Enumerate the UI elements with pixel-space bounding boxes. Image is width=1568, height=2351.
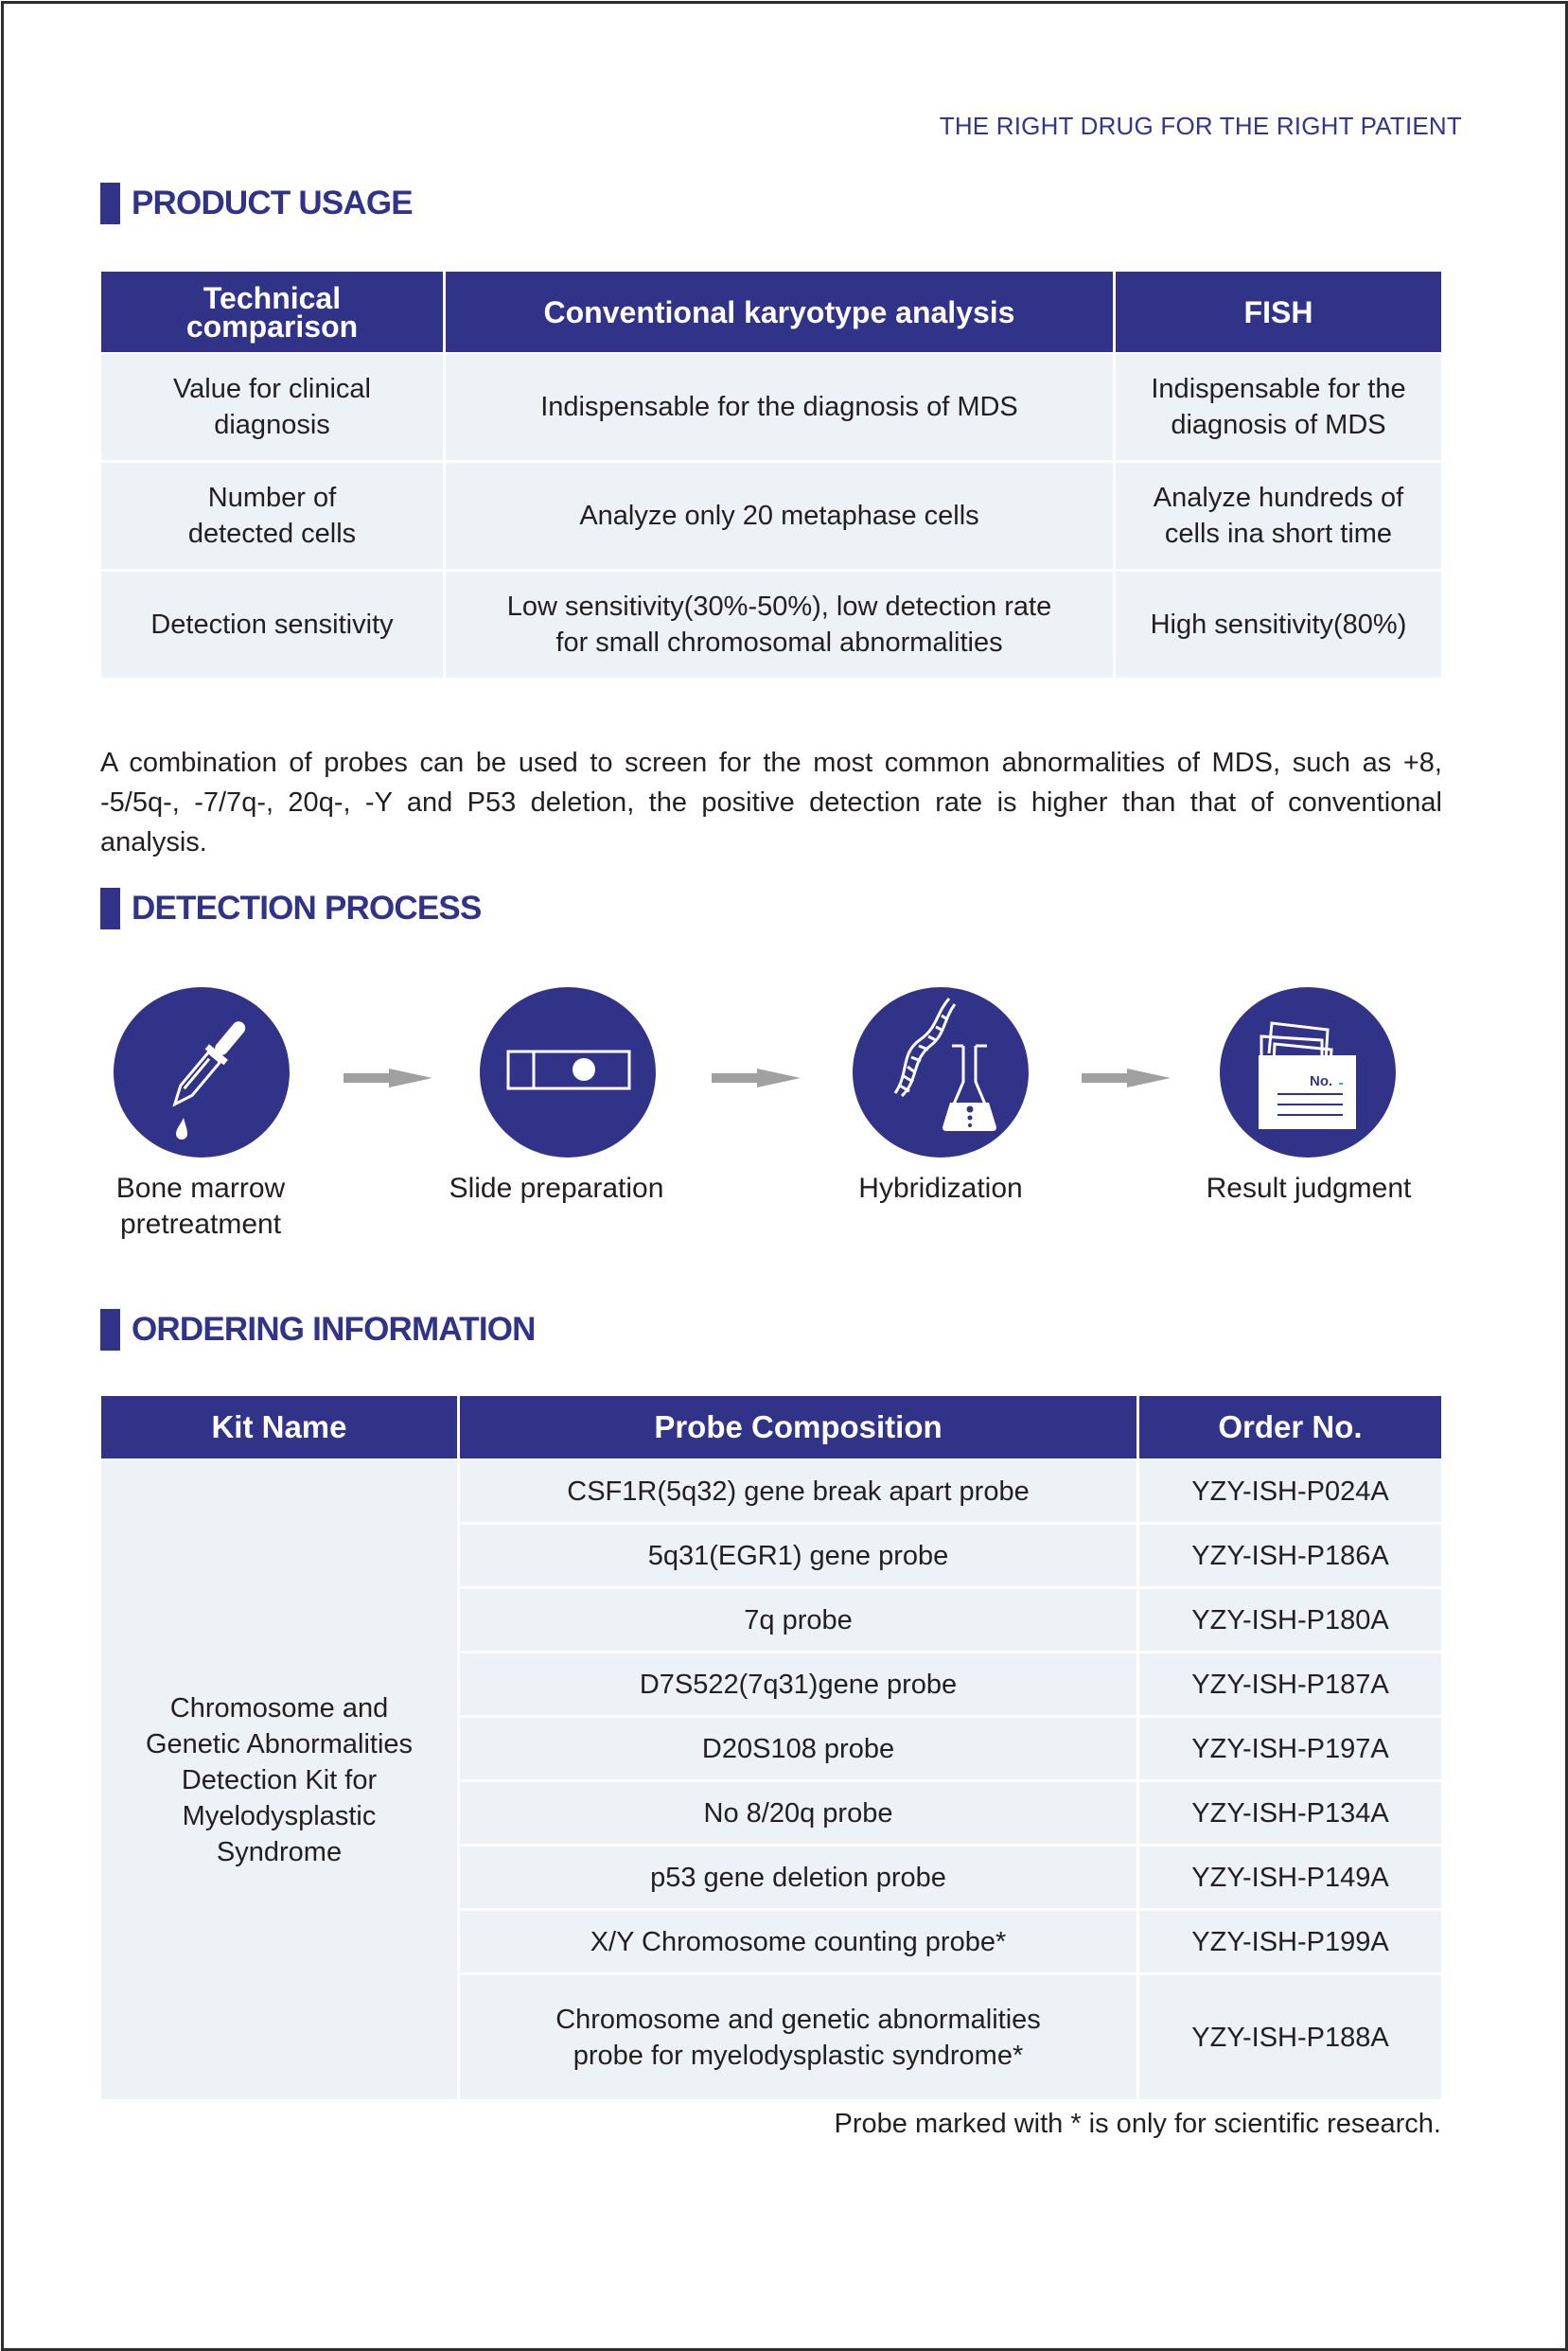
step-circle-hybridization <box>853 987 1029 1158</box>
criterion-cell: Value for clinical diagnosis <box>101 354 443 463</box>
order-no-cell: YZY-ISH-P186A <box>1139 1525 1441 1589</box>
section-heading-product-usage <box>100 183 413 224</box>
conventional-cell: Analyze only 20 metaphase cells <box>446 463 1113 572</box>
arrow-right-icon <box>344 1069 432 1087</box>
table-row <box>101 354 1441 463</box>
order-no-cell: YZY-ISH-P187A <box>1139 1653 1441 1718</box>
description-paragraph: A combination of probes can be used to screen for the most common abnormalities of MDS, such as +8, -5/5q-, -7/7q-, 20q-, -Y and P53 deletion, the positive detection rate is higher than that of conventional analysis. <box>100 748 1442 857</box>
order-no-cell: YZY-ISH-P134A <box>1139 1782 1441 1847</box>
footnote: Probe marked with * is only for scientific research. <box>834 2109 1441 2139</box>
probe-cell: No 8/20q probe <box>460 1782 1136 1847</box>
step-circle-slide <box>480 987 656 1158</box>
column-header-technical-comparison: Technical comparison <box>101 272 443 354</box>
table-header-row <box>101 1396 1441 1460</box>
column-header-order-no: Order No. <box>1139 1396 1441 1460</box>
kit-name-cell: Chromosome and Genetic Abnormalities Detection Kit for Myelodysplastic Syndrome <box>101 1460 457 2099</box>
ordering-table <box>98 1396 1444 2099</box>
order-no-cell: YZY-ISH-P188A <box>1139 1975 1441 2099</box>
criterion-cell: Detection sensitivity <box>101 572 443 681</box>
step-label-slide: Slide preparation <box>449 1173 664 1204</box>
probe-cell: D20S108 probe <box>460 1718 1136 1782</box>
arrow-right-icon <box>712 1069 801 1087</box>
dna-flask-icon <box>853 987 1029 1158</box>
heading-bar <box>100 183 120 224</box>
table-row <box>101 1460 1441 1525</box>
probe-cell: 5q31(EGR1) gene probe <box>460 1525 1136 1589</box>
order-no-cell: YZY-ISH-P024A <box>1139 1460 1441 1525</box>
heading-bar <box>100 1309 120 1351</box>
section-title: DETECTION PROCESS <box>132 890 482 927</box>
section-heading-detection-process <box>100 888 482 929</box>
probe-cell: 7q probe <box>460 1589 1136 1653</box>
probe-cell: Chromosome and genetic abnormalities probe for myelodysplastic syndrome* <box>460 1975 1136 2099</box>
slide-icon <box>480 987 656 1158</box>
column-header-probe-composition: Probe Composition <box>460 1396 1136 1460</box>
column-header-kit-name: Kit Name <box>101 1396 457 1460</box>
section-title: PRODUCT USAGE <box>132 185 413 221</box>
fish-cell: Indispensable for the diagnosis of MDS <box>1116 354 1441 463</box>
step-circle-result <box>1220 987 1396 1158</box>
probe-cell: X/Y Chromosome counting probe* <box>460 1911 1136 1975</box>
conventional-cell: Low sensitivity(30%-50%), low detection rate for small chromosomal abnormalities <box>446 572 1113 681</box>
conventional-cell: Indispensable for the diagnosis of MDS <box>446 354 1113 463</box>
probe-cell: CSF1R(5q32) gene break apart probe <box>460 1460 1136 1525</box>
order-no-cell: YZY-ISH-P180A <box>1139 1589 1441 1653</box>
step-circle-bone-marrow <box>114 987 290 1158</box>
step-label-hybridization: Hybridization <box>858 1173 1023 1204</box>
probe-cell: p53 gene deletion probe <box>460 1847 1136 1911</box>
table-header-row <box>101 272 1441 354</box>
dropper-icon <box>114 987 290 1158</box>
arrow-right-icon <box>1082 1069 1171 1087</box>
tagline: THE RIGHT DRUG FOR THE RIGHT PATIENT <box>939 112 1462 140</box>
column-header-conventional: Conventional karyotype analysis <box>446 272 1113 354</box>
fish-cell: Analyze hundreds of cells ina short time <box>1116 463 1441 572</box>
fish-cell: High sensitivity(80%) <box>1116 572 1441 681</box>
section-title: ORDERING INFORMATION <box>132 1311 536 1348</box>
step-label-bone-marrow: Bone marrow pretreatment <box>115 1173 286 1240</box>
technical-comparison-table <box>98 272 1444 681</box>
svg-text:No.: No. <box>1310 1073 1333 1089</box>
order-no-cell: YZY-ISH-P197A <box>1139 1718 1441 1782</box>
column-header-fish: FISH <box>1116 272 1441 354</box>
order-no-cell: YZY-ISH-P199A <box>1139 1911 1441 1975</box>
table-row <box>101 572 1441 681</box>
table-row <box>101 463 1441 572</box>
heading-bar <box>100 888 120 929</box>
criterion-cell: Number of detected cells <box>101 463 443 572</box>
probe-cell: D7S522(7q31)gene probe <box>460 1653 1136 1718</box>
step-label-result: Result judgment <box>1206 1173 1412 1204</box>
section-heading-ordering-information <box>100 1309 536 1351</box>
order-no-cell: YZY-ISH-P149A <box>1139 1847 1441 1911</box>
report-document-icon <box>1220 987 1396 1158</box>
